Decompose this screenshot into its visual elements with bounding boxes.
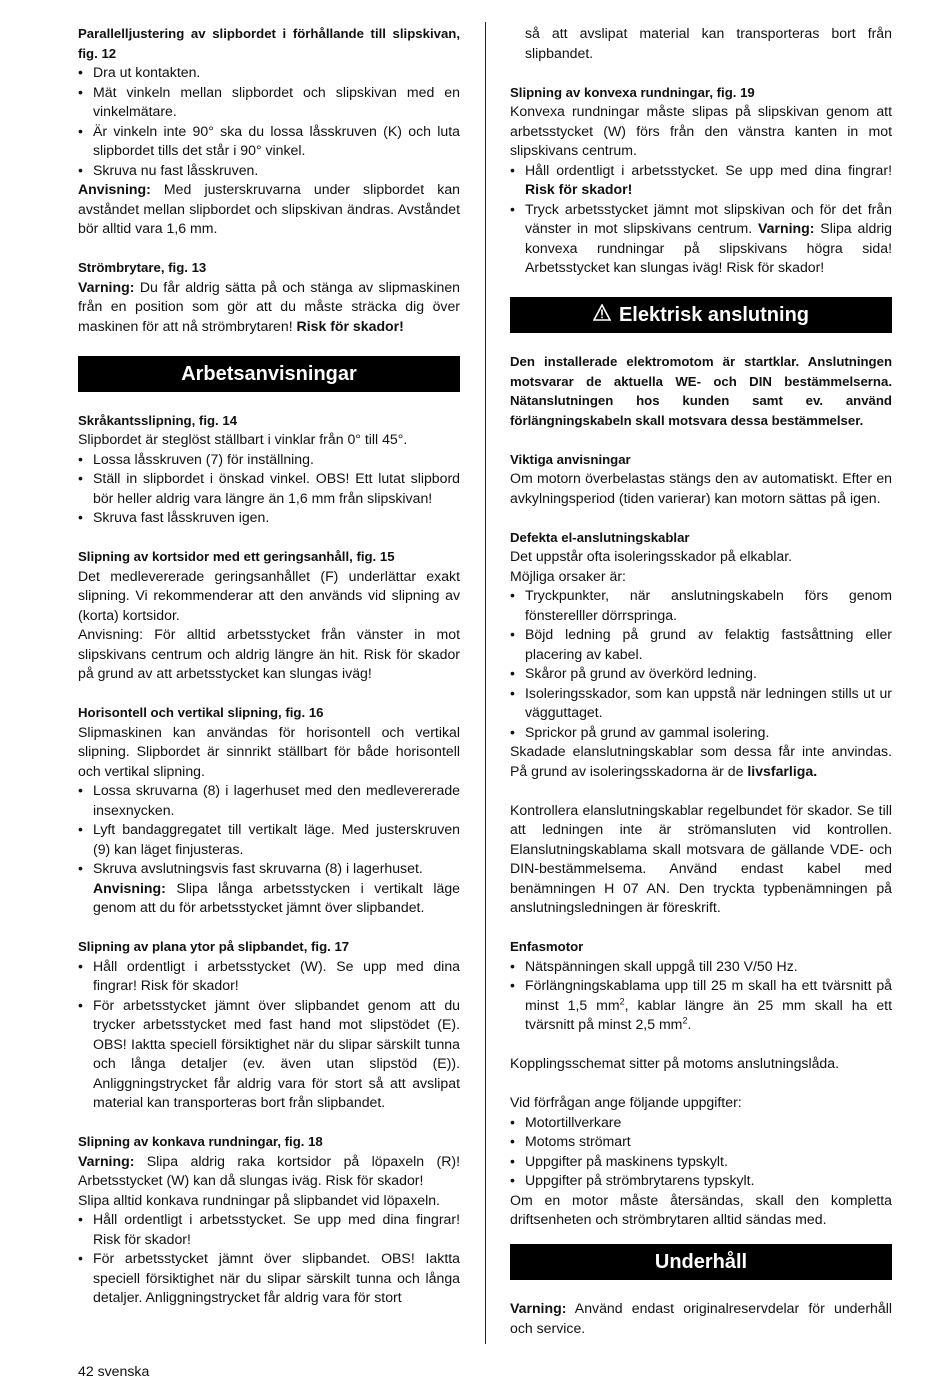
bullet-list <box>510 957 892 1035</box>
concave-continuation <box>510 24 892 63</box>
section-schema <box>510 1054 892 1074</box>
list-item: • Uppgifter på strömbrytarens typskylt. <box>510 1171 892 1191</box>
paragraph: Anvisning: För alltid arbetsstycket från vänster in mot slipskivans centrum och aldrig längre än hit. Risk för skador på grund av att arbetsstycket kan slungas iväg! <box>78 626 460 681</box>
warning-label: Varning: <box>510 1300 567 1316</box>
bullet-list <box>510 161 892 278</box>
warning-text: Slipa aldrig raka kortsidor på löpaxeln (R)! Arbetsstycket (W) kan då slungas iväg. Risk för skador! <box>78 1152 460 1188</box>
danger-text: livsfarliga. <box>747 762 818 779</box>
list-item <box>510 200 892 278</box>
right-column <box>510 24 892 1338</box>
section-short-sides <box>78 547 460 684</box>
column-divider <box>485 22 486 1344</box>
list-item: • Motoms strömart <box>510 1132 892 1152</box>
list-item-text: , kablar längre än 25 mm skall ha ett tvärsnitt på minst 2,5 mm <box>525 996 892 1032</box>
list-item: • Skåror på grund av överkörd ledning. <box>510 664 892 684</box>
section-heading: Slipning av plana ytor på slipbandet, fig. 17 <box>78 939 350 954</box>
paragraph: Konvexa rundningar måste slipas på slipskivan genom att arbetsstycket (W) förs från den vänstra kanten in mot slipskivans centrum. <box>510 103 892 158</box>
bullet-list <box>78 450 460 528</box>
section-heading: Defekta el-anslutningskablar <box>510 529 690 545</box>
list-item: • Tryckpunkter, när anslutningskabeln förs genom fönsterelller dörrspringa. <box>510 586 892 625</box>
warning-label: Varning: <box>78 1152 135 1169</box>
bullet-list <box>78 1210 460 1308</box>
section-convex-curves <box>510 83 892 278</box>
warning-paragraph <box>78 278 460 337</box>
section-important-notes <box>510 450 892 509</box>
section-switch <box>78 258 460 336</box>
paragraph: Den installerade elektromotom är startklar. Anslutningen motsvarar de aktuella WE- och DIN bestämmelserna. Nätanslutningen hos kunden samt ev. använd förlängningskabeln skall motsvara dessa bestämmelser. <box>510 354 892 428</box>
list-item: • Uppgifter på maskinens typskylt. <box>510 1152 892 1172</box>
list-item: • Dra ut kontakten. <box>78 63 460 83</box>
section-heading: Slipning av konkava rundningar, fig. 18 <box>78 1134 323 1149</box>
paragraph: Det uppstår ofta isoleringsskador på elkablar. <box>510 548 793 564</box>
paragraph: Om motorn överbelastas stängs den av automatiskt. Efter en avkylningsperiod (tiden varierar) kan motorn sättas på igen. <box>510 470 892 506</box>
list-item: • Skruva fast låsskruven igen. <box>78 508 460 528</box>
section-horizontal-vertical <box>78 703 460 918</box>
list-item-text: Skruva avslutningsvis fast skruvarna (8) i lagerhuset. <box>93 860 423 876</box>
warning-text: Slipa aldrig konvexa rundningar på slipskivans högra sida! Arbetsstycket kan slungas iväg! Risk för skador! <box>525 220 892 275</box>
section-heading: Enfasmotor <box>510 939 584 954</box>
page-footer: 42 svenska <box>78 1363 150 1379</box>
paragraph: Vid förfrågan ange följande uppgifter: <box>510 1094 742 1110</box>
list-item: • Isoleringsskador, som kan uppstå när ledningen stills ut ur vägguttaget. <box>510 684 892 723</box>
warning-label: Varning: <box>78 278 135 295</box>
section-heading: Slipning av kortsidor med ett geringsanhåll, fig. 15 <box>78 549 395 564</box>
warning-triangle-icon <box>593 297 611 333</box>
list-item: • Skruva nu fast låsskruven. <box>78 161 460 181</box>
paragraph: Slipa alltid konkava rundningar på slipbandet vid löpaxeln. <box>78 1191 440 1208</box>
list-item: • Böjd ledning på grund av felaktig fastsåttning eller placering av kabel. <box>510 625 892 664</box>
bullet-list <box>510 586 892 742</box>
section-parallel-adjustment <box>78 24 460 239</box>
electrical-intro <box>510 352 892 430</box>
paragraph: Det medlevererade geringsanhållet (F) underlättar exakt slipning. Vi rekommenderar att den används vid slipning av (korta) kortsidor. <box>78 567 460 623</box>
note-text: Slipa långa arbetsstycken i vertikalt läge genom att du för arbetsstycket jämnt över slipbandet. <box>93 879 460 915</box>
section-control <box>510 801 892 918</box>
warning-label: Varning: <box>758 220 815 236</box>
bullet-list <box>78 957 460 1113</box>
warning-paragraph <box>510 1299 892 1338</box>
section-flat-surfaces <box>78 937 460 1113</box>
list-item <box>78 859 460 918</box>
section-inquiry <box>510 1093 892 1230</box>
left-column <box>78 24 460 1308</box>
list-item: • För arbetsstycket jämnt över slipbandet. OBS! Iaktta speciell försiktighet när du slipar särskilt tunna och långa detaljer. Anliggningstrycket får aldrig vara för stort <box>78 1249 460 1308</box>
warning-paragraph <box>78 1152 460 1191</box>
list-item: • Motortillverkare <box>510 1113 892 1133</box>
risk-text: Risk för skador! <box>525 181 633 197</box>
risk-text: Risk för skador! <box>296 317 404 334</box>
section-heading: Viktiga anvisningar <box>510 451 631 467</box>
list-item-text: Tryck arbetsstycket jämnt mot slipskivan och för det från vänster in mot slipskivans centrum. <box>525 200 892 236</box>
list-item-text: Förlängningskablama upp till 25 m skall ha ett tvärsnitt på minst 1,5 mm <box>525 977 892 1013</box>
paragraph: Kopplingsschemat sitter på motoms anslutningslåda. <box>510 1055 840 1071</box>
note-label: Anvisning: <box>78 181 151 197</box>
paragraph: Möjliga orsaker är: <box>510 567 626 584</box>
note-text: Med justerskruvarna under slipbordet kan avståndet mellan slipbordet och slipskivan ändras. Avståndet bör alltid vara 1,6 mm. <box>78 181 460 236</box>
note-paragraph <box>78 180 460 239</box>
paragraph: Om en motor måste återsändas, skall den kompletta driftsenheten och strömbrytaren alltid sändas med. <box>510 1191 892 1227</box>
paragraph <box>510 742 892 781</box>
bullet-list <box>510 1113 892 1191</box>
list-item: • För arbetsstycket jämnt över slipbandet genom att du trycker arbetsstycket med fast hand mot slipstödet (E). OBS! Iaktta speciell försiktighet när du slipar särskilt tunna och långa detaljer (ev. även utan slipstöd (E)). Anliggningstrycket får aldrig vara för stort så att avslipat material kan transporteras bort från slipbandet. <box>78 996 460 1113</box>
section-defective-cables <box>510 528 892 782</box>
section-heading: Parallelljustering av slipbordet i förhållande till slipskivan, fig. 12 <box>78 26 460 61</box>
superscript: 2 <box>682 1015 688 1026</box>
section-concave-curves <box>78 1132 460 1308</box>
list-item: • Lyft bandaggregatet till vertikalt läge. Med justerskruven (9) kan läget finjusteras. <box>78 820 460 859</box>
banner-title: Elektrisk anslutning <box>618 304 810 326</box>
paragraph: Kontrollera elanslutningskablar regelbundet för skador. Se till att ledningen inte är strömansluten vid kontrollen. Elanslutningskablama skall motsvara de gällande VDE- och DIN-bestämmelsema. Använd endast kabel med benämningen H 07 AN. Den tryckta typbenämningen på anslutningsledningen är föreskrift. <box>510 801 892 915</box>
list-item: • Sprickor på grund av gammal isolering. <box>510 723 892 743</box>
bullet-list <box>78 781 460 918</box>
warning-text: Du får aldrig sätta på och stänga av slipmaskinen från en position som gör att du måste sträcka dig över maskinen för att nå strömbrytaren! <box>78 278 460 334</box>
section-maintenance <box>510 1299 892 1338</box>
list-item-text: Håll ordentligt i arbetsstycket. Se upp med dina fingrar! <box>525 161 892 178</box>
paragraph: så att avslipat material kan transporteras bort från slipbandet. <box>525 25 892 61</box>
section-heading: Slipning av konvexa rundningar, fig. 19 <box>510 84 755 100</box>
warning-text: Använd endast originalreservdelar för underhåll och service. <box>510 1300 892 1336</box>
list-item: • Lossa låsskruven (7) för inställning. <box>78 450 460 470</box>
list-item: • Är vinkeln inte 90° ska du lossa låsskruven (K) och luta slipbordet tills det står i 90° vinkel. <box>78 122 460 161</box>
section-heading: Horisontell och vertikal slipning, fig. 16 <box>78 705 324 720</box>
paragraph-text: Skadade elanslutningskablar som dessa får inte anvindas. På grund av isoleringsskadorna är de <box>510 743 892 779</box>
section-banner-work-instructions: Arbetsanvisningar <box>78 356 460 392</box>
list-item: • Lossa skruvarna (8) i lagerhuset med den medlevererade insexnycken. <box>78 781 460 820</box>
section-heading: Skråkantsslipning, fig. 14 <box>78 412 238 428</box>
bullet-list <box>78 63 460 180</box>
list-item: • Ställ in slipbordet i önskad vinkel. OBS! Ett lutat slipbord bör heller aldrig vara längre än 1,6 mm från slipskivan! <box>78 469 460 508</box>
list-item <box>510 161 892 200</box>
section-single-phase <box>510 937 892 1035</box>
section-bevel-sanding <box>78 411 460 528</box>
list-item: • Håll ordentligt i arbetsstycket. Se upp med dina fingrar! Risk för skador! <box>78 1210 460 1249</box>
section-heading: Strömbrytare, fig. 13 <box>78 260 207 275</box>
paragraph: Slipbordet är steglöst ställbart i vinklar från 0° till 45°. <box>78 431 408 447</box>
note-label: Anvisning: <box>93 879 166 896</box>
paragraph: Slipmaskinen kan användas för horisontell och vertikal slipning. Slipbordet är sinnrikt ställbart för både horisontell och vertikal slipning. <box>78 723 460 779</box>
list-item: • Håll ordentligt i arbetsstycket (W). Se upp med dina fingrar! Risk för skador! <box>78 957 460 996</box>
list-item: • Nätspänningen skall uppgå till 230 V/50 Hz. <box>510 957 892 977</box>
section-banner-maintenance: Underhåll <box>510 1244 892 1280</box>
list-item <box>510 976 892 1035</box>
superscript: 2 <box>619 995 625 1006</box>
list-item-text: . <box>687 1016 692 1032</box>
list-item: • Mät vinkeln mellan slipbordet och slipskivan med en vinkelmätare. <box>78 83 460 122</box>
section-banner-electrical <box>510 297 892 333</box>
